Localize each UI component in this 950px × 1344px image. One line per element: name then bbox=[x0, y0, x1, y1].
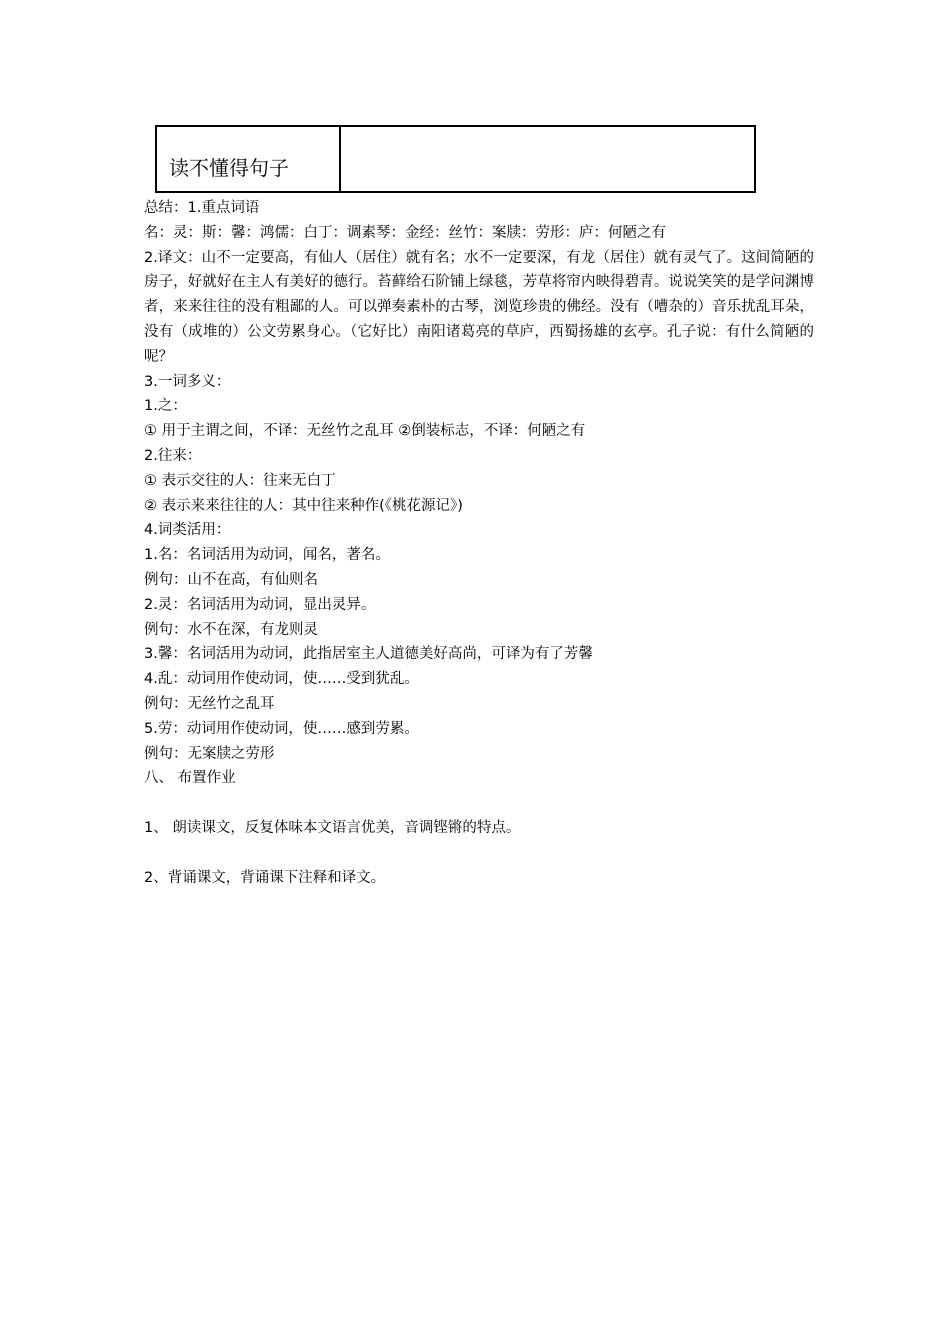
word-class-item-ling: 2.灵：名词活用为动词，显出灵异。 bbox=[144, 596, 376, 613]
word-class-item-lao: 5.劳：动词用作使动词，使……感到劳累。 bbox=[144, 720, 419, 737]
example-ling: 例句：水不在深，有龙则灵 bbox=[144, 621, 318, 638]
homework-item-2: 2、背诵课文，背诵课下注释和译文。 bbox=[144, 869, 386, 886]
key-words-line: 名：灵：斯：馨：鸿儒：白丁：调素琴：金经：丝竹：案牍：劳形：庐：何陋之有 bbox=[144, 224, 666, 241]
blank-line bbox=[144, 791, 814, 816]
polysemy-wanglai-meaning-2: ② 表示来来往往的人：其中往来种作(《桃花源记》) bbox=[144, 497, 463, 514]
word-class-item-luan: 4.乱：动词用作使动词，使……受到犹乱。 bbox=[144, 671, 419, 688]
table-cell-empty bbox=[341, 127, 754, 191]
word-class-item-xin: 3.馨：名词活用为动词，此指居室主人道德美好高尚，可译为有了芳馨 bbox=[144, 646, 593, 663]
homework-heading: 八、 布置作业 bbox=[144, 770, 236, 787]
header-table bbox=[155, 125, 756, 193]
translation-paragraph: 2.译文：山不一定要高，有仙人（居住）就有名；水不一定要深，有龙（居住）就有灵气了。这间简陋的房子，好就好在主人有美好的德行。苔藓给石阶铺上绿毯，芳草将帘内映得碧青。说说笑笑的是学问渊博者，来来往往的没有粗鄙的人。可以弹奏素朴的古琴，浏览珍贵的佛经。没有（嘈杂的）音乐扰乱耳朵，没有（成堆的）公文劳累身心。（它好比）南阳诸葛亮的草庐，西蜀扬雄的玄亭。孔子说：有什么简陋的呢？ bbox=[144, 249, 814, 365]
document-body bbox=[144, 196, 814, 890]
polysemy-wanglai-meaning-1: ① 表示交往的人：往来无白丁 bbox=[144, 472, 336, 489]
polysemy-heading: 3.一词多义： bbox=[144, 373, 231, 390]
word-class-heading: 4.词类活用： bbox=[144, 522, 231, 539]
example-ming: 例句：山不在高，有仙则名 bbox=[144, 571, 318, 588]
table-cell-label: 读不懂得句子 bbox=[157, 127, 341, 191]
word-class-item-ming: 1.名：名词活用为动词，闻名，著名。 bbox=[144, 547, 390, 564]
polysemy-item-zhi: 1.之： bbox=[144, 398, 187, 415]
polysemy-zhi-meanings: ① 用于主谓之间，不译：无丝竹之乱耳 ②倒装标志，不译：何陋之有 bbox=[144, 423, 586, 440]
example-lao: 例句：无案牍之劳形 bbox=[144, 745, 275, 762]
example-luan: 例句：无丝竹之乱耳 bbox=[144, 695, 275, 712]
summary-heading: 总结：1.重点词语 bbox=[144, 200, 260, 216]
polysemy-item-wanglai: 2.往来： bbox=[144, 447, 202, 464]
blank-line bbox=[144, 841, 814, 866]
homework-item-1: 1、 朗读课文，反复体味本文语言优美，音调铿锵的特点。 bbox=[144, 819, 521, 836]
